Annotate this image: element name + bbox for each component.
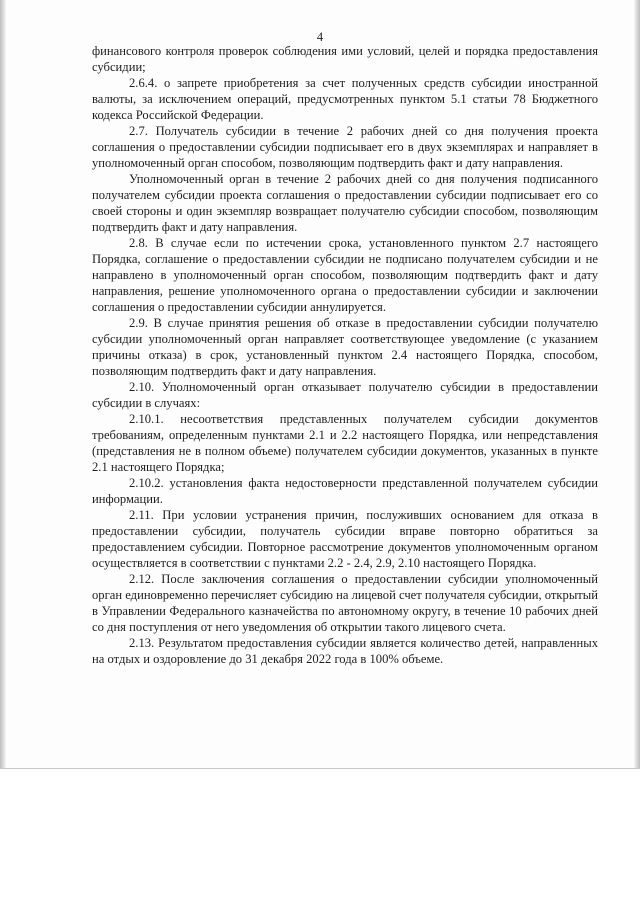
paragraph-2-7-part2: Уполномоченный орган в течение 2 рабочих дней со дня получения подписанного получателем субсидии проекта соглашения о предоставлении субсидии подписывает его со своей стороны и один экземпляр возвращает получателю субсидии способом, позволяющим подтвердить факт и дату направления.: [92, 172, 598, 234]
paragraph-2-10: 2.10. Уполномоченный орган отказывает получателю субсидии в предоставлении субсидии в случаях:: [92, 380, 598, 410]
paragraph-2-9: 2.9. В случае принятия решения об отказе в предоставлении субсидии получателю субсидии уполномоченный орган направляет соответствующее уведомление (с указанием причины отказа) в срок, установленный пунктом 2.4 настоящего Порядка, способом, позволяющим подтвердить факт и дату направления.: [92, 316, 598, 378]
page-number: 4: [316, 30, 324, 44]
paragraph-2-7: 2.7. Получатель субсидии в течение 2 рабочих дней со дня получения проекта соглашения о предоставлении субсидии подписывает его в двух экземплярах и направляет в уполномоченный орган способом, позволяющим подтвердить факт и дату направления.: [92, 124, 598, 170]
scan-edge-right: [634, 0, 640, 768]
paragraph-2-12: 2.12. После заключения соглашения о предоставлении субсидии уполномоченный орган единовременно перечисляет субсидию на лицевой счет получателя субсидии, открытый в Управлении Федерального казначейства по автономному округу, в течение 10 рабочих дней со дня поступления от него уведомления об открытии такого лицевого счета.: [92, 572, 598, 634]
paragraph-2-10-1: 2.10.1. несоответствия представленных получателем субсидии документов требованиям, определенным пунктами 2.1 и 2.2 настоящего Порядка, или непредставления (представления не в полном объеме) получателем субсидии документов, указанных в пункте 2.1 настоящего Порядка;: [92, 412, 598, 474]
scan-edge-left: [0, 0, 6, 768]
document-body: [92, 43, 598, 667]
paragraph-2-10-2: 2.10.2. установления факта недостоверности представленной получателем субсидии информации.: [92, 476, 598, 506]
blank-area: [0, 769, 640, 905]
paragraph-2-8: 2.8. В случае если по истечении срока, установленного пунктом 2.7 настоящего Порядка, соглашение о предоставлении субсидии не подписано получателем субсидии и не направлено в уполномоченный орган способом, позволяющим подтвердить факт и дату направления, решение уполномоченного органа о предоставлении субсидии и заключении соглашения о предоставлении субсидии аннулируется.: [92, 236, 598, 314]
paragraph-continuation: финансового контроля проверок соблюдения ими условий, целей и порядка предоставления субсидии;: [92, 44, 598, 74]
paragraph-2-13: 2.13. Результатом предоставления субсидии является количество детей, направленных на отдых и оздоровление до 31 декабря 2022 года в 100% объеме.: [92, 636, 598, 666]
paragraph-2-11: 2.11. При условии устранения причин, послуживших основанием для отказа в предоставлении субсидии, получатель субсидии вправе повторно обратиться за предоставлением субсидии. Повторное рассмотрение документов уполномоченным органом осуществляется в соответствии с пунктами 2.2 - 2.4, 2.9, 2.10 настоящего Порядка.: [92, 508, 598, 570]
paragraph-2-6-4: 2.6.4. о запрете приобретения за счет полученных средств субсидии иностранной валюты, за исключением операций, предусмотренных пунктом 5.1 статьи 78 Бюджетного кодекса Российской Федерации.: [92, 76, 598, 122]
